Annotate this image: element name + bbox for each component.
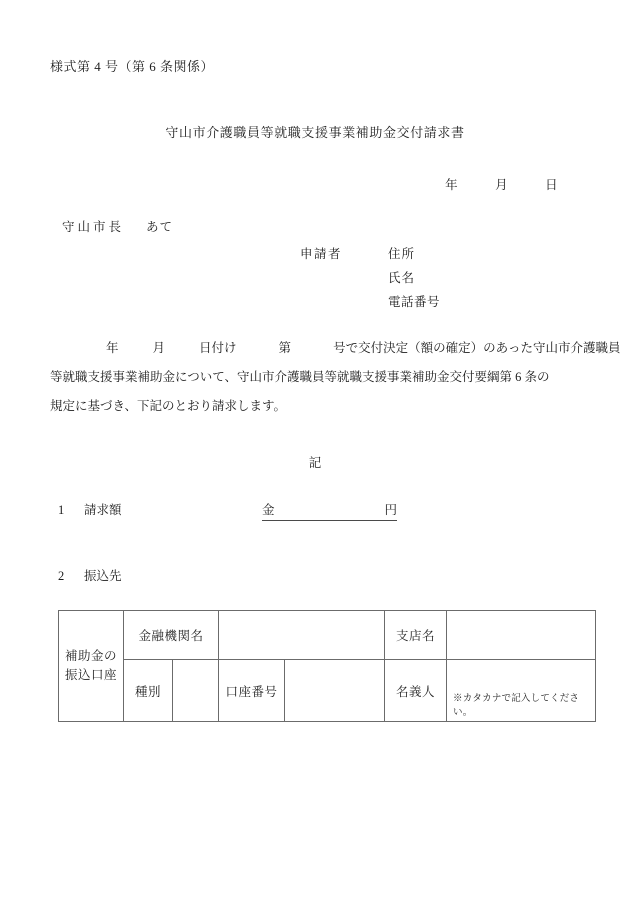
bank-name-label: 金融機関名: [124, 611, 219, 660]
applicant-row-address: [300, 242, 454, 266]
body-line-2: 等就職支援事業補助金について、守山市介護職員等就職支援事業補助金交付要綱第 6 条の: [50, 370, 550, 384]
item-2-label: 振込先: [84, 569, 122, 583]
applicant-block: [300, 242, 454, 314]
ki-marker: 記: [308, 456, 322, 470]
applicant-field-phone: 電話番号: [388, 295, 441, 309]
body-day-label: 日付け: [199, 341, 237, 355]
item-2-number: 2: [58, 569, 65, 583]
account-number-value[interactable]: [285, 660, 385, 722]
body-line-3: 規定に基づき、下記のとおり請求します。: [50, 399, 287, 413]
item-claim-amount: [58, 500, 122, 518]
account-holder-label: 名義人: [385, 660, 447, 722]
body-paragraph: [50, 334, 621, 421]
branch-name-value[interactable]: [447, 611, 596, 660]
account-holder-note: ※カタカナで記入してください。: [453, 694, 580, 718]
account-type-label: 種別: [124, 660, 173, 722]
addressee-name: 守山市長: [62, 220, 125, 234]
body-line-1-rest: 号で交付決定（額の確定）のあった守山市介護職員: [333, 341, 621, 355]
date-month-label: 月: [495, 178, 509, 192]
applicant-label: 申請者: [300, 247, 343, 261]
body-dai-label: 第: [278, 341, 292, 355]
item-1-label: 請求額: [84, 503, 122, 517]
bank-name-value[interactable]: [219, 611, 385, 660]
body-line-1: [50, 334, 621, 363]
applicant-row-phone: [300, 290, 454, 314]
claim-amount-field[interactable]: [262, 500, 397, 521]
branch-name-label: 支店名: [385, 611, 447, 660]
left-header-line-1: 補助金の: [65, 648, 118, 663]
date-day-label: 日: [545, 178, 558, 192]
addressee-suffix: あて: [146, 220, 174, 234]
account-number-label: 口座番号: [219, 660, 285, 722]
amount-prefix: 金: [262, 503, 275, 517]
date-line: [445, 175, 558, 193]
bank-account-table: [58, 610, 596, 722]
applicant-row-name: [300, 266, 454, 290]
account-type-value[interactable]: [173, 660, 219, 722]
document-title: 守山市介護職員等就職支援事業補助金交付請求書: [165, 125, 465, 140]
form-number: 様式第 4 号（第 6 条関係）: [50, 59, 215, 74]
body-month-label: 月: [152, 341, 166, 355]
applicant-field-address: 住所: [388, 247, 416, 261]
item-1-number: 1: [58, 503, 65, 517]
item-transfer-destination: [58, 566, 122, 584]
applicant-field-name: 氏名: [388, 271, 416, 285]
addressee: [62, 219, 173, 237]
left-header-line-2: 振込口座: [65, 668, 118, 682]
account-holder-value[interactable]: [447, 660, 596, 722]
bank-table-left-header: [59, 611, 124, 722]
table-row: [59, 660, 596, 722]
amount-suffix: 円: [384, 503, 398, 517]
table-row: [59, 611, 596, 660]
date-year-label: 年: [445, 178, 459, 192]
body-year-label: 年: [106, 341, 119, 355]
